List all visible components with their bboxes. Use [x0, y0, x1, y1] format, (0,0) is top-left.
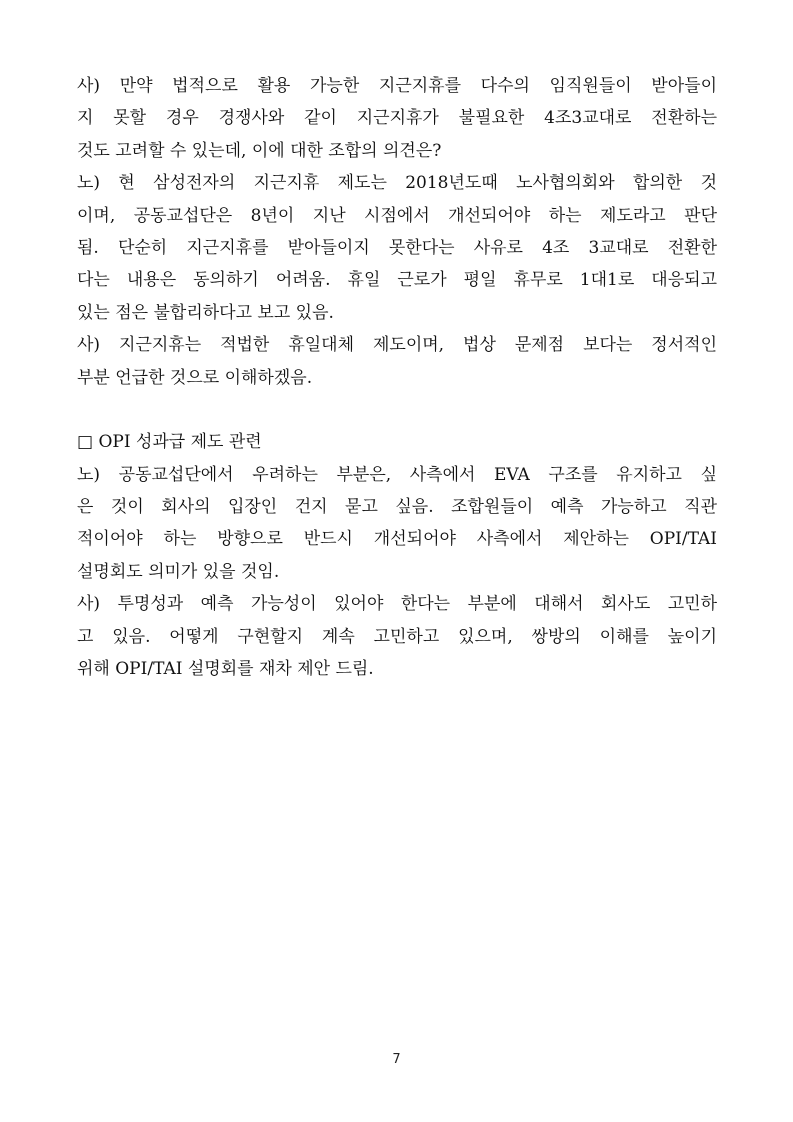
blank-line [77, 394, 717, 426]
text-line: 고 있음. 어떻게 구현할지 계속 고민하고 있으며, 쌍방의 이해를 높이기 [77, 626, 717, 647]
opi-section [77, 426, 717, 685]
page-number: 7 [392, 1052, 401, 1067]
text-line: 적이어야 하는 방향으로 반드시 개선되어야 사측에서 제안하는 OPI/TAI [77, 529, 717, 550]
text-line: 사) 투명성과 예측 가능성이 있어야 한다는 부분에 대해서 회사도 고민하 [77, 594, 717, 615]
text-line: 은 것이 회사의 입장인 건지 묻고 싶음. 조합원들이 예측 가능하고 직관 [77, 497, 717, 518]
text-line: 노) 현 삼성전자의 지근지휴 제도는 2018년도때 노사협의회와 합의한 것 [77, 173, 717, 194]
section-heading: □ OPI 성과급 제도 관련 [77, 432, 262, 453]
text-line: 있는 점은 불합리하다고 보고 있음. [77, 302, 334, 323]
document-body [77, 70, 717, 685]
text-line: 지 못할 경우 경쟁사와 같이 지근지휴가 불필요한 4조3교대로 전환하는 [77, 108, 717, 129]
text-line: 위해 OPI/TAI 설명회를 재차 제안 드림. [77, 659, 374, 680]
text-line: 부분 언급한 것으로 이해하겠음. [77, 367, 313, 388]
paragraph-union-response [77, 167, 717, 329]
text-line: 노) 공동교섭단에서 우려하는 부분은, 사측에서 EVA 구조를 유지하고 싶 [77, 464, 717, 485]
text-line: 다는 내용은 동의하기 어려움. 휴일 근로가 평일 휴무로 1대1로 대응되고 [77, 270, 717, 291]
paragraph-company-question [77, 70, 717, 167]
text-line: 사) 지근지휴는 적법한 휴일대체 제도이며, 법상 문제점 보다는 정서적인 [77, 335, 717, 356]
paragraph-company-reply [77, 329, 717, 394]
holiday-discussion-section [77, 70, 717, 394]
paragraph-union-concern [77, 459, 717, 589]
text-line: 설명회도 의미가 있을 것임. [77, 561, 280, 582]
text-line: 것도 고려할 수 있는데, 이에 대한 조합의 의견은? [77, 140, 442, 161]
text-line: 사) 만약 법적으로 활용 가능한 지근지휴를 다수의 임직원들이 받아들이 [77, 76, 717, 96]
text-line: 이며, 공동교섭단은 8년이 지난 시점에서 개선되어야 하는 제도라고 판단 [77, 205, 717, 226]
text-line: 됨. 단순히 지근지휴를 받아들이지 못한다는 사유로 4조 3교대로 전환한 [77, 237, 717, 258]
paragraph-company-answer [77, 588, 717, 685]
